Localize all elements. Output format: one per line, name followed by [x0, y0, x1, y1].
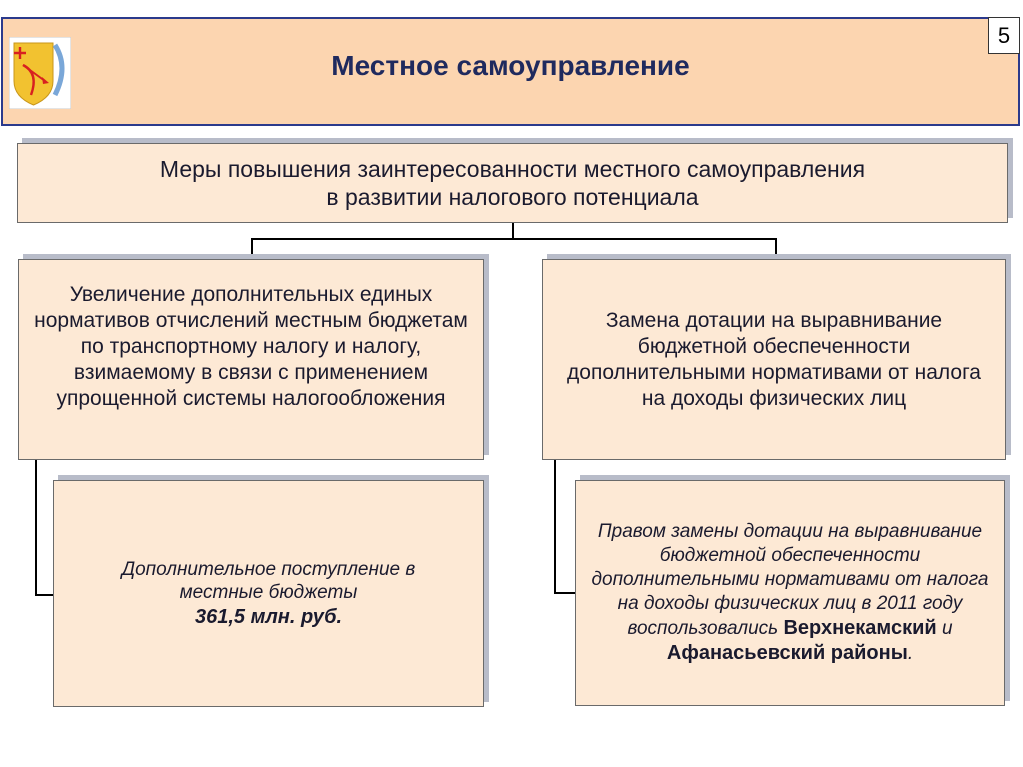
connector-left-branch-vertical [35, 460, 37, 596]
main-measures-line2: в развитии налогового потенциала [326, 184, 699, 210]
page-number: 5 [988, 17, 1020, 54]
districts-text: Правом замены дотации на выравнивание бюджетной обеспеченности дополнительными нормативами от налога на доходы физических лиц в 2011 году воспользовались [591, 521, 989, 639]
districts-paragraph [590, 520, 990, 666]
connector-right-drop [775, 238, 777, 259]
district-verkhnekamsky: Верхнекамский [783, 617, 937, 639]
districts-end: . [907, 643, 914, 664]
subsidy-replacement-measure-box [542, 259, 1006, 460]
additional-revenue-box [53, 480, 484, 707]
connector-horizontal [251, 238, 777, 240]
transport-tax-measure-box [18, 259, 484, 460]
subsidy-replacement-measure-text: Замена дотации на выравнивание бюджетной обеспеченности дополнительными нормативами от налога на доходы физических лиц [567, 308, 981, 410]
districts-conjunction: и [941, 618, 953, 639]
additional-revenue-text: Дополнительное поступление в местные бюджеты [121, 559, 416, 603]
connector-right-branch-vertical [554, 460, 556, 594]
connector-left-branch-horizontal [35, 594, 54, 596]
connector-left-drop [251, 238, 253, 259]
main-measures-line1: Меры повышения заинтересованности местного самоуправления [159, 156, 866, 182]
district-afanasyevsky: Афанасьевский районы [666, 642, 908, 664]
transport-tax-measure-text: Увеличение дополнительных единых нормативов отчислений местным бюджетам по транспортному налогу и налогу, взимаемому в связи с применением упрощенной системы налогообложения [34, 283, 468, 410]
page-title: Местное самоуправление [331, 49, 690, 81]
connector-top-vertical [512, 223, 514, 239]
connector-right-branch-horizontal [554, 592, 576, 594]
main-measures-box [17, 143, 1008, 223]
districts-box [575, 480, 1005, 706]
header-banner [1, 17, 1020, 126]
additional-revenue-amount: 361,5 млн. руб. [194, 606, 343, 628]
